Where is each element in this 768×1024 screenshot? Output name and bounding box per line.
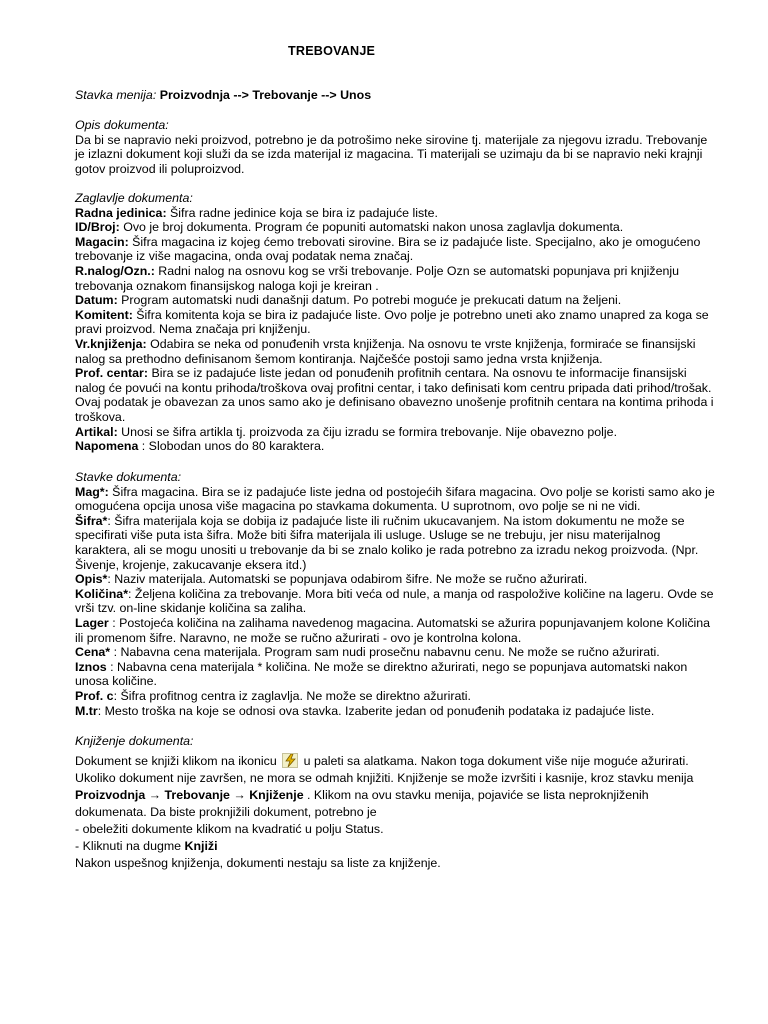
stavke-field — [75, 660, 715, 689]
stavke-field — [75, 514, 715, 572]
knjizenje-line3 — [75, 787, 715, 821]
knjizenje-step2-prefix: - Kliknuti na dugme — [75, 839, 185, 853]
stavke-field-text: : Mesto troška na koje se odnosi ova stavka. Izaberite jedan od ponuđenih podataka iz padajuće liste. — [97, 703, 655, 718]
zaglavlje-heading: Zaglavlje dokumenta: — [75, 191, 193, 205]
zaglavlje-field-sep: : — [113, 424, 118, 439]
stavke-field-name: Mag*: — [75, 484, 109, 499]
stavke-field-text: : Naziv materijala. Automatski se popunjava odabirom šifre. Ne može se ručno ažurirati. — [107, 572, 588, 587]
stavke-field — [75, 704, 715, 719]
stavke-field — [75, 645, 715, 660]
opis-text: Da bi se napravio neki proizvod, potrebno je da potrošimo neke sirovine tj. materijale za njegovu izradu. Trebovanje je izlazni dokument koji služi da se izda materijal iz magacina. Ti materijali se uzimaju da bi se napravio neki krajnji gotov proizvod ili poluproizvod. — [75, 132, 708, 176]
stavke-field — [75, 572, 715, 587]
menu-path-line — [75, 88, 371, 103]
stavke-heading: Stavke dokumenta: — [75, 470, 182, 484]
menu-label: Stavka menija: — [75, 88, 157, 102]
zaglavlje-field-name: ID/Broj — [75, 220, 116, 235]
stavke-field — [75, 587, 715, 616]
zaglavlje-field-sep: : — [128, 307, 133, 322]
zaglavlje-field-sep: : — [142, 336, 147, 351]
knjizenje-section — [75, 734, 715, 872]
zaglavlje-field-sep: : — [143, 366, 148, 381]
zaglavlje-field — [75, 293, 715, 308]
zaglavlje-field-text: Bira se iz padajuće liste jedan od ponuđenih profitnih centara. Na osnovu te informacije finansijski nalog će povući na kontu prihoda/troškova ovaj profitni centar, i tako definisati kom centru pripada dati prihod/trošak. Ovaj podatak je obavezan za unos samo ako je definisano obavezno unošenje profitnih centara na kontima prihoda i troškova. — [75, 366, 714, 424]
stavke-field-name: Količina* — [75, 586, 129, 601]
knjizenje-step1: - obeležiti dokumente klikom na kvadratić u polju Status. — [75, 822, 384, 836]
knjizenje-line1 — [75, 753, 715, 770]
zaglavlje-field-sep: : — [124, 234, 129, 249]
stavke-field — [75, 485, 715, 514]
stavke-field-text: : Šifra materijala koja se dobija iz padajuće liste ili ručnim ukucavanjem. Na istom dokumentu ne može se specifirati više puta ista šifra. Može biti šifra materijala ili usluge. Usluge se ne trebuju, jer nisu materijalnog karaktera, ali se mogu unositi u trebovanje da bi se znalo koliko je rada potrebno za izradu nekog proizvoda. (Npr. Šivenje, krojenje, zakucavanje eksera itd.) — [75, 513, 699, 572]
zaglavlje-field — [75, 425, 715, 440]
stavke-field-name: Opis* — [75, 572, 108, 587]
zaglavlje-field — [75, 366, 715, 424]
zaglavlje-field-name: Komitent — [75, 307, 129, 322]
stavke-field-text: : Šifra profitnog centra iz zaglavlja. Ne može se direktno ažurirati. — [113, 688, 471, 703]
zaglavlje-field-text: Šifra radne jedinice koja se bira iz padajuće liste. — [166, 205, 438, 220]
stavke-field — [75, 689, 715, 704]
zaglavlje-section — [75, 191, 715, 454]
zaglavlje-field-name: Napomena — [75, 439, 139, 454]
stavke-field-name: Prof. c — [75, 688, 114, 703]
knjizenje-line2: Ukoliko dokument nije završen, ne mora se odmah knjižiti. Knjiženje se može izvršiti i kasnije, kroz stavku menija — [75, 771, 694, 785]
zaglavlje-field-name: Artikal — [75, 424, 114, 439]
stavke-field-name: Cena* — [75, 645, 111, 660]
knjizenje-heading: Knjiženje dokumenta: — [75, 734, 194, 748]
stavke-field — [75, 616, 715, 645]
stavke-field-text: Šifra magacina. Bira se iz padajuće liste jedna od postojećih šifara magacina. Ovo polje se koristi samo ako je omogućena opcija unosa više magacina po stavkama dokumenta. U suprotnom, ovo polje se ni ne vidi. — [75, 484, 715, 514]
menu-path: Proizvodnja --> Trebovanje --> Unos — [159, 88, 372, 102]
zaglavlje-field-text: Šifra magacina iz kojeg ćemo trebovati sirovine. Bira se iz padajuće liste. Specijalno, ako je omogućeno trebovanje iz više magacina, onda ovaj podatak nema značaj. — [75, 234, 701, 264]
zaglavlje-field — [75, 220, 715, 235]
zaglavlje-field-sep: : — [115, 220, 120, 235]
knjizenje-line1-before: Dokument se knjiži klikom na ikonicu — [75, 754, 281, 768]
stavke-field-text: : Postojeća količina na zalihama navedenog magacina. Automatski se ažurira popunjavanjem kolone Količina ili promenom šifre. Naravno, ne može se ručno ažurirati - ovo je kontrolna kolona. — [75, 615, 711, 645]
zaglavlje-field-text: Šifra komitenta koja se bira iz padajuće liste. Ovo polje je potrebno uneti ako znamo unapred za koga se pravi proizvod. Nema značaja pri knjiženju. — [75, 307, 709, 337]
stavke-field-text: : Nabavna cena materijala. Program sam nudi prosečnu nabavnu cenu. Ne može se ručno ažurirati. — [110, 645, 660, 660]
zaglavlje-field — [75, 264, 715, 293]
zaglavlje-field-sep: : — [113, 293, 118, 308]
zaglavlje-field — [75, 439, 715, 454]
zaglavlje-field-sep: : — [150, 263, 155, 278]
stavke-field-name: M.tr — [75, 703, 98, 718]
zaglavlje-field-text: Program automatski nudi današnji datum. Po potrebi moguće je prekucati datum na željeni. — [117, 293, 622, 308]
opis-section — [75, 118, 715, 176]
zaglavlje-field — [75, 235, 715, 264]
zaglavlje-field-text: Odabira se neka od ponuđenih vrsta knjiženja. Na osnovu te vrste knjiženja, formiraće se finansijski nalog sa prethodno definisanom šemom kontiranja. Najčešće postoji samo jedna vrsta knjiženja. — [75, 336, 696, 366]
zaglavlje-field — [75, 337, 715, 366]
knjizenje-line3-after: . Klikom na ovu stavku menija, pojaviće se lista neproknjiženih dokumenata. Da biste proknjižili dokument, potrebno je — [75, 788, 649, 819]
knjizenje-step2 — [75, 838, 715, 855]
knjizenje-line1-after: u paleti sa alatkama. Nakon toga dokument više nije moguće ažurirati. — [300, 754, 689, 768]
opis-heading: Opis dokumenta: — [75, 118, 169, 132]
zaglavlje-field-name: Vr.knjiženja — [75, 336, 143, 351]
stavke-field-text: : Željena količina za trebovanje. Mora biti veća od nule, a manja od raspoložive količine na lageru. Ovde se vrši tzv. on-line skidanje količina sa zaliha. — [75, 586, 714, 616]
zaglavlje-field-text: Ovo je broj dokumenta. Program će popuniti automatski nakon unosa zaglavlja dokumenta. — [119, 220, 624, 235]
zaglavlje-field-text: Unosi se šifra artikla tj. proizvoda za čiju izradu se formira trebovanje. Nije obavezno polje. — [117, 424, 618, 439]
lightning-icon[interactable] — [282, 753, 298, 768]
zaglavlje-field-name: Prof. centar — [75, 366, 144, 381]
zaglavlje-field-name: Datum — [75, 293, 114, 308]
zaglavlje-field-sep: : — [162, 205, 167, 220]
stavke-field-name: Lager — [75, 615, 109, 630]
zaglavlje-field-name: R.nalog/Ozn. — [75, 263, 151, 278]
stavke-field-text: : Nabavna cena materijala * količina. Ne može se direktno ažurirati, nego se popunjava automatski nakon unosa količine. — [75, 659, 688, 689]
page-title: TREBOVANJE — [288, 44, 376, 58]
zaglavlje-field-name: Magacin — [75, 234, 125, 249]
zaglavlje-field — [75, 206, 715, 221]
zaglavlje-field-text: Radni nalog na osnovu kog se vrši trebovanje. Polje Ozn se automatski popunjava pri knjiženju trebovanja oznakom finansijskog naloga koji je kreiran . — [75, 263, 680, 293]
zaglavlje-field-name: Radna jedinica — [75, 205, 163, 220]
stavke-field-name: Šifra* — [75, 513, 108, 528]
zaglavlje-field-text: : Slobodan unos do 80 karaktera. — [138, 439, 325, 454]
stavke-field-name: Iznos — [75, 659, 107, 674]
knjizenje-menu-path: Proizvodnja → Trebovanje → Knjiženje — [75, 788, 304, 802]
zaglavlje-field — [75, 308, 715, 337]
stavke-section — [75, 470, 715, 718]
knjizi-button-ref: Knjiži — [184, 839, 218, 853]
knjizenje-final: Nakon uspešnog knjiženja, dokumenti nestaju sa liste za knjiženje. — [75, 856, 441, 870]
